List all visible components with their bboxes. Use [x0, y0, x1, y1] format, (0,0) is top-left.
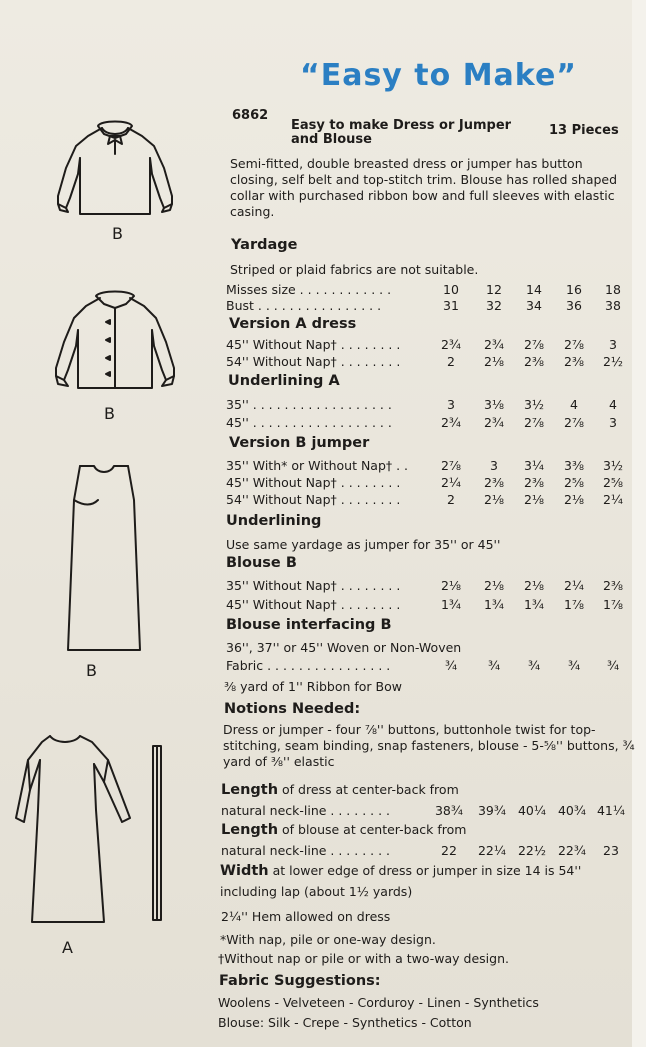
- length-value: 22: [441, 843, 457, 858]
- version-b-row: [226, 475, 646, 493]
- size-12: 12: [486, 282, 502, 297]
- yardage-value: 2⅛: [523, 578, 545, 593]
- yardage-value: 2⅝: [563, 475, 585, 490]
- description: Semi-fitted, double breasted dress or jumper has button closing, self belt and top-stitch trim. Blouse has rolled shaped collar with purchased ribbon bow and full sleeves with elastic casing.: [230, 156, 618, 219]
- yardage-value: 4: [570, 397, 578, 412]
- yardage-value: 3: [447, 397, 455, 412]
- yardage-value: 2¼: [602, 492, 624, 507]
- length-value: 23: [603, 843, 619, 858]
- length-label: Length: [221, 782, 279, 798]
- yardage-value: 2¾: [440, 337, 462, 352]
- blouse-b-heading: Blouse B: [226, 555, 297, 571]
- yardage-value: 3: [490, 458, 498, 473]
- yardage-value: 2⅝: [602, 475, 624, 490]
- blouse-interfacing-note: 36'', 37'' or 45'' Woven or Non-Woven: [226, 640, 462, 655]
- underlining-a-row: [226, 397, 646, 415]
- length-dress-row: [221, 803, 641, 821]
- footnote-with-nap: *With nap, pile or one-way design.: [220, 932, 436, 947]
- yardage-value: 1⅞: [602, 597, 624, 612]
- row-label: 35'' With* or Without Nap† . .: [226, 458, 409, 473]
- version-a-row: [226, 354, 646, 372]
- length-value: 41¼: [596, 803, 626, 818]
- bust-value: 38: [605, 298, 621, 313]
- jumper-illustration: [64, 460, 144, 660]
- bust-value: 31: [443, 298, 459, 313]
- row-label: 45'' Without Nap† . . . . . . . .: [226, 337, 401, 352]
- row-label: Fabric . . . . . . . . . . . . . . . .: [226, 658, 391, 673]
- length-value: 22½: [517, 843, 547, 858]
- yardage-value: 2: [447, 492, 455, 507]
- underlining-note: Use same yardage as jumper for 35'' or 45'': [226, 537, 501, 552]
- yardage-value: 2⅛: [563, 492, 585, 507]
- interfacing-fabric-row: [226, 658, 646, 676]
- yardage-value: 3⅜: [563, 458, 585, 473]
- yardage-value: 3½: [602, 458, 624, 473]
- length-value: 22¼: [477, 843, 507, 858]
- length-value: 22¾: [557, 843, 587, 858]
- yardage-value: 1¾: [483, 597, 505, 612]
- bust-value: 36: [566, 298, 582, 313]
- notions-heading: Notions Needed:: [224, 701, 361, 717]
- length-blouse-text: of blouse at center-back from: [278, 822, 467, 837]
- yardage-value: ¾: [567, 658, 581, 673]
- yardage-value: 3¼: [523, 458, 545, 473]
- size-14: 14: [526, 282, 542, 297]
- width-label: Width: [220, 863, 269, 879]
- length-value: 39¾: [477, 803, 507, 818]
- figure-label-a: A: [62, 938, 73, 957]
- row-label: 45'' . . . . . . . . . . . . . . . . . .: [226, 415, 392, 430]
- bust-value: 32: [486, 298, 502, 313]
- yardage-value: 2⅜: [602, 578, 624, 593]
- bust-row: [226, 298, 646, 316]
- row-label: natural neck-line . . . . . . . .: [221, 803, 391, 818]
- yardage-value: 2⅞: [563, 337, 585, 352]
- version-b-row: [226, 458, 646, 476]
- page-title: “Easy to Make”: [300, 58, 578, 93]
- yardage-value: 2¾: [483, 415, 505, 430]
- row-label: 54'' Without Nap† . . . . . . . .: [226, 354, 401, 369]
- blouse-b-row: [226, 578, 646, 596]
- yardage-value: 2½: [602, 354, 624, 369]
- yardage-value: ¾: [606, 658, 620, 673]
- yardage-value: 2⅜: [523, 475, 545, 490]
- yardage-value: ¾: [527, 658, 541, 673]
- ribbon-note: ⅜ yard of 1'' Ribbon for Bow: [224, 679, 402, 694]
- yardage-value: 2⅛: [483, 578, 505, 593]
- figure-label-b: B: [86, 661, 97, 680]
- yardage-value: 1¾: [523, 597, 545, 612]
- pattern-number: 6862: [232, 108, 269, 123]
- yardage-value: 2: [447, 354, 455, 369]
- yardage-value: 2¼: [563, 578, 585, 593]
- yardage-value: 3: [609, 337, 617, 352]
- bust-label: Bust . . . . . . . . . . . . . . . .: [226, 298, 382, 313]
- size-18: 18: [605, 282, 621, 297]
- version-b-heading: Version B jumper: [229, 435, 370, 451]
- yardage-value: 1⅞: [563, 597, 585, 612]
- belt-illustration: [150, 744, 166, 922]
- bust-value: 34: [526, 298, 542, 313]
- yardage-value: 1¾: [440, 597, 462, 612]
- yardage-value: 2⅞: [440, 458, 462, 473]
- yardage-value: 3⅛: [483, 397, 505, 412]
- row-label: 45'' Without Nap† . . . . . . . .: [226, 597, 401, 612]
- fabric-suggestions-line2: Blouse: Silk - Crepe - Synthetics - Cotton: [218, 1015, 472, 1030]
- size-10: 10: [443, 282, 459, 297]
- underlining-a-row: [226, 415, 646, 433]
- blouse-buttons-illustration: [50, 288, 180, 396]
- length-label: Length: [221, 822, 279, 838]
- length-value: 40¾: [557, 803, 587, 818]
- pattern-name-line1: Easy to make Dress or Jumper: [291, 118, 512, 133]
- underlining-a-heading: Underlining A: [228, 373, 340, 389]
- yardage-value: 2⅛: [483, 492, 505, 507]
- length-blouse-row: [221, 843, 641, 861]
- width-line: [220, 863, 581, 879]
- dress-illustration: [12, 730, 142, 930]
- underlining-heading: Underlining: [226, 513, 322, 529]
- yardage-value: 2⅛: [483, 354, 505, 369]
- yardage-value: 2¼: [440, 475, 462, 490]
- fabric-suggestions-heading: Fabric Suggestions:: [219, 973, 381, 989]
- yardage-value: 3: [609, 415, 617, 430]
- pattern-name-line2: and Blouse: [291, 132, 372, 147]
- width-text: at lower edge of dress or jumper in size 14 is 54'': [268, 863, 582, 878]
- yardage-value: 2⅛: [523, 492, 545, 507]
- piece-count: 13 Pieces: [549, 123, 619, 138]
- yardage-value: 2⅜: [483, 475, 505, 490]
- yardage-value: 3½: [523, 397, 545, 412]
- yardage-value: 2⅛: [440, 578, 462, 593]
- row-label: natural neck-line . . . . . . . .: [221, 843, 391, 858]
- notions-text: Dress or jumper - four ⅞'' buttons, buttonhole twist for top-stitching, seam binding, snap fasteners, blouse - 5-⅝'' buttons, ¾ yard of ⅜'' elastic: [223, 722, 635, 769]
- size-16: 16: [566, 282, 582, 297]
- length-dress-text: of dress at center-back from: [278, 782, 459, 797]
- yardage-value: 2⅞: [563, 415, 585, 430]
- figure-label-b: B: [104, 404, 115, 423]
- yardage-value: 2¾: [483, 337, 505, 352]
- yardage-heading: Yardage: [231, 237, 298, 253]
- yardage-value: ¾: [444, 658, 458, 673]
- blouse-interfacing-heading: Blouse interfacing B: [226, 617, 392, 633]
- yardage-value: 2⅜: [563, 354, 585, 369]
- version-a-heading: Version A dress: [229, 316, 357, 332]
- misses-size-label: Misses size . . . . . . . . . . . .: [226, 282, 392, 297]
- row-label: 54'' Without Nap† . . . . . . . .: [226, 492, 401, 507]
- length-blouse-heading: [221, 822, 466, 838]
- length-value: 40¼: [517, 803, 547, 818]
- row-label: 35'' . . . . . . . . . . . . . . . . . .: [226, 397, 392, 412]
- yardage-note: Striped or plaid fabrics are not suitable.: [230, 262, 479, 277]
- footnote-without-nap: †Without nap or pile or with a two-way design.: [218, 951, 509, 966]
- row-label: 35'' Without Nap† . . . . . . . .: [226, 578, 401, 593]
- yardage-value: 2⅞: [523, 415, 545, 430]
- fabric-suggestions-line1: Woolens - Velveteen - Corduroy - Linen - Synthetics: [218, 995, 539, 1010]
- length-dress-heading: [221, 782, 459, 798]
- version-b-row: [226, 492, 646, 510]
- page-edge: [632, 0, 646, 1047]
- version-a-row: [226, 337, 646, 355]
- hem-note: 2¼'' Hem allowed on dress: [221, 909, 391, 924]
- blouse-b-row: [226, 597, 646, 615]
- length-value: 38¾: [434, 803, 464, 818]
- blouse-bow-illustration: [50, 118, 180, 223]
- row-label: 45'' Without Nap† . . . . . . . .: [226, 475, 401, 490]
- yardage-value: 2⅞: [523, 337, 545, 352]
- figure-label-b: B: [112, 224, 123, 243]
- yardage-value: 2¾: [440, 415, 462, 430]
- width-line2: including lap (about 1½ yards): [220, 884, 413, 899]
- yardage-value: 4: [609, 397, 617, 412]
- yardage-value: ¾: [487, 658, 501, 673]
- yardage-value: 2⅜: [523, 354, 545, 369]
